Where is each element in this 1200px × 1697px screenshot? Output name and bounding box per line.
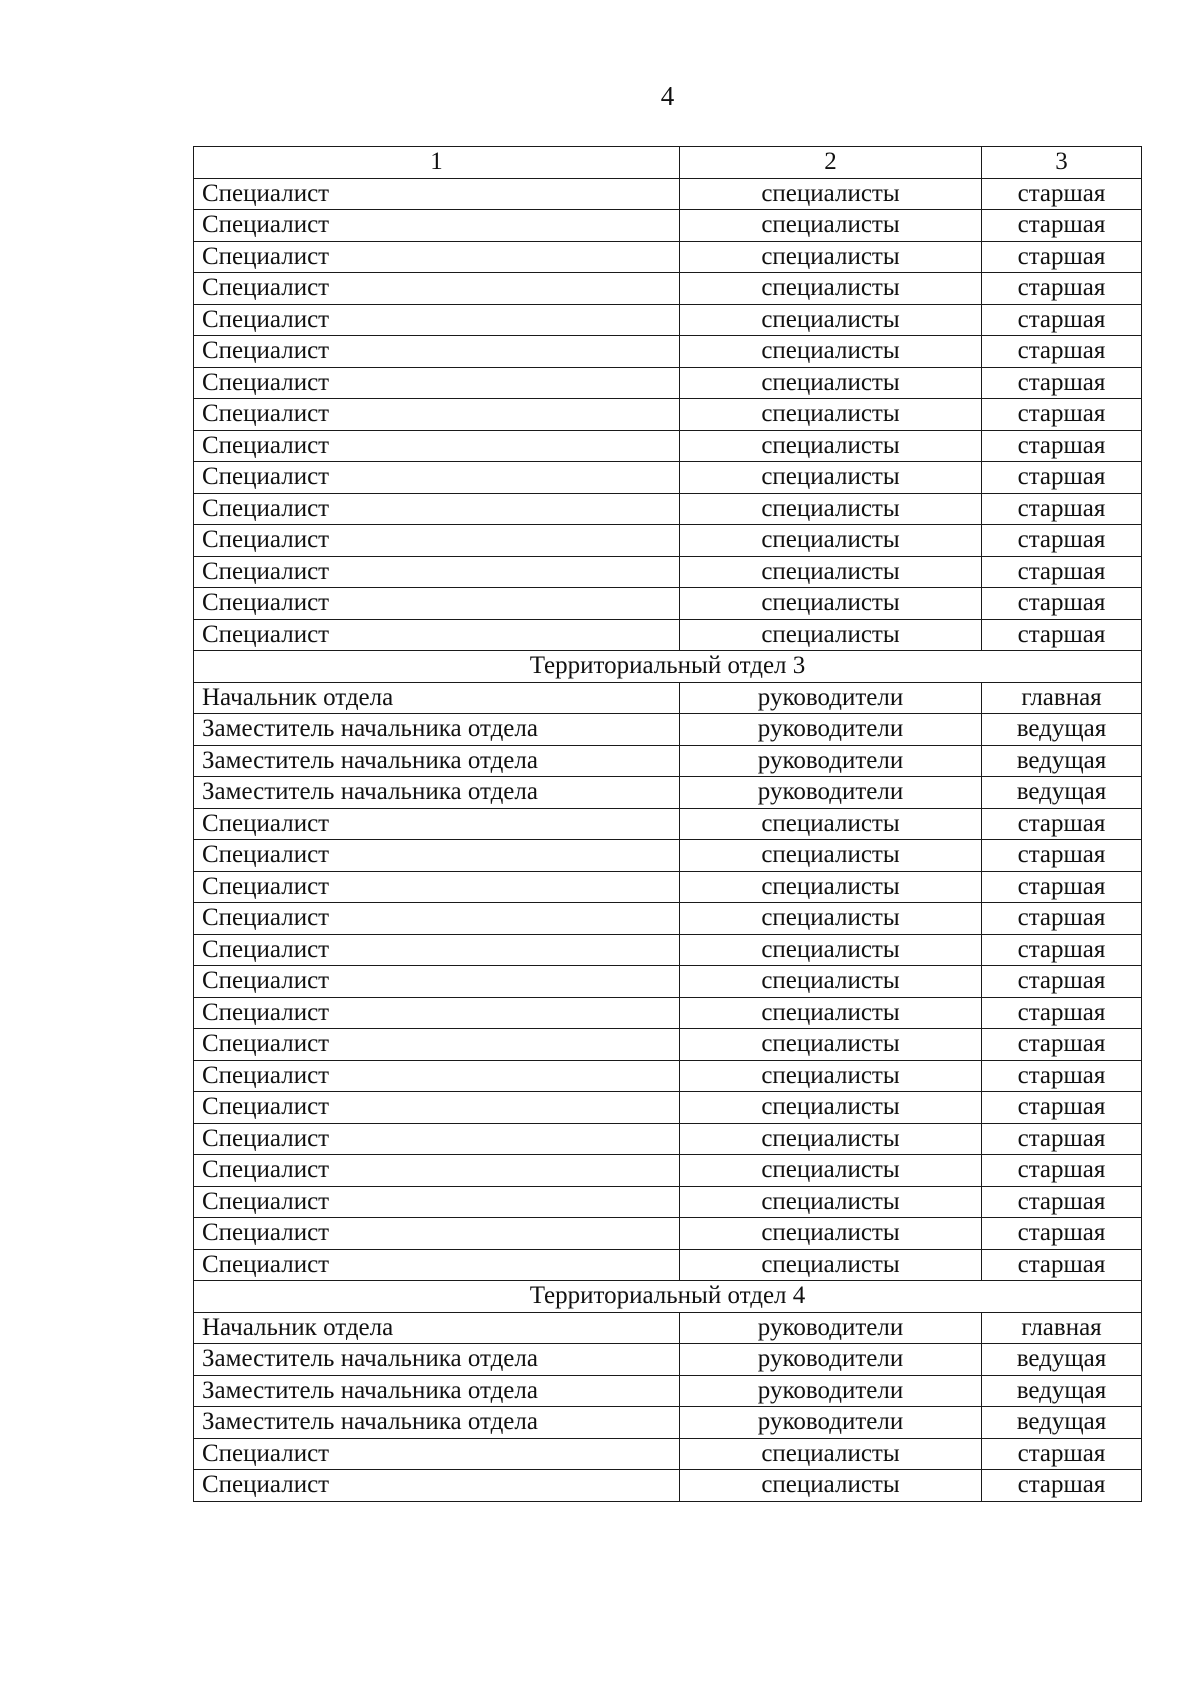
position-cell: Специалист [194, 808, 680, 840]
group-cell: старшая [982, 1092, 1142, 1124]
position-cell: Специалист [194, 273, 680, 305]
group-cell: старшая [982, 840, 1142, 872]
position-cell: Специалист [194, 1249, 680, 1281]
table-row [194, 682, 1142, 714]
table-row [194, 777, 1142, 809]
position-cell: Специалист [194, 241, 680, 273]
category-cell: специалисты [680, 525, 982, 557]
group-cell: старшая [982, 304, 1142, 336]
group-cell: старшая [982, 588, 1142, 620]
group-cell: главная [982, 682, 1142, 714]
position-cell: Специалист [194, 1186, 680, 1218]
table-row [194, 1092, 1142, 1124]
category-cell: специалисты [680, 241, 982, 273]
table-row [194, 934, 1142, 966]
table-row [194, 178, 1142, 210]
group-cell: старшая [982, 493, 1142, 525]
table-row [194, 430, 1142, 462]
position-cell: Специалист [194, 903, 680, 935]
category-cell: специалисты [680, 1470, 982, 1502]
group-cell: старшая [982, 934, 1142, 966]
table-row [194, 1375, 1142, 1407]
position-cell: Специалист [194, 1438, 680, 1470]
group-cell: старшая [982, 966, 1142, 998]
category-cell: специалисты [680, 997, 982, 1029]
position-cell: Специалист [194, 210, 680, 242]
category-cell: специалисты [680, 1438, 982, 1470]
table-row [194, 1155, 1142, 1187]
group-cell: ведущая [982, 777, 1142, 809]
positions-table [193, 146, 1142, 1502]
table-row [194, 1218, 1142, 1250]
position-cell: Заместитель начальника отдела [194, 1344, 680, 1376]
group-cell: старшая [982, 178, 1142, 210]
position-cell: Специалист [194, 1029, 680, 1061]
group-cell: старшая [982, 399, 1142, 431]
position-cell: Специалист [194, 462, 680, 494]
table-row [194, 1249, 1142, 1281]
group-cell: старшая [982, 871, 1142, 903]
category-cell: специалисты [680, 1092, 982, 1124]
table-row [194, 1060, 1142, 1092]
group-cell: старшая [982, 1155, 1142, 1187]
category-cell: специалисты [680, 273, 982, 305]
group-cell: старшая [982, 1438, 1142, 1470]
group-cell: старшая [982, 462, 1142, 494]
position-cell: Специалист [194, 178, 680, 210]
category-cell: специалисты [680, 1060, 982, 1092]
position-cell: Специалист [194, 619, 680, 651]
category-cell: специалисты [680, 1155, 982, 1187]
group-cell: старшая [982, 525, 1142, 557]
category-cell: специалисты [680, 304, 982, 336]
position-cell: Специалист [194, 997, 680, 1029]
position-cell: Заместитель начальника отдела [194, 745, 680, 777]
header-col-1: 1 [194, 147, 680, 179]
position-cell: Специалист [194, 525, 680, 557]
section-title: Территориальный отдел 4 [194, 1281, 1142, 1313]
section-title: Территориальный отдел 3 [194, 651, 1142, 683]
category-cell: специалисты [680, 1029, 982, 1061]
category-cell: руководители [680, 1407, 982, 1439]
position-cell: Специалист [194, 336, 680, 368]
table-row [194, 871, 1142, 903]
category-cell: специалисты [680, 966, 982, 998]
table-row [194, 304, 1142, 336]
category-cell: руководители [680, 1344, 982, 1376]
group-cell: ведущая [982, 1375, 1142, 1407]
group-cell: старшая [982, 619, 1142, 651]
category-cell: специалисты [680, 367, 982, 399]
group-cell: старшая [982, 1186, 1142, 1218]
table-row [194, 619, 1142, 651]
table-row [194, 399, 1142, 431]
position-cell: Начальник отдела [194, 682, 680, 714]
category-cell: специалисты [680, 934, 982, 966]
position-cell: Начальник отдела [194, 1312, 680, 1344]
table-row [194, 1470, 1142, 1502]
position-cell: Специалист [194, 430, 680, 462]
position-cell: Специалист [194, 966, 680, 998]
table-row [194, 210, 1142, 242]
position-cell: Специалист [194, 304, 680, 336]
page-number: 4 [660, 81, 675, 111]
category-cell: специалисты [680, 430, 982, 462]
table-row [194, 273, 1142, 305]
category-cell: специалисты [680, 588, 982, 620]
position-cell: Заместитель начальника отдела [194, 777, 680, 809]
group-cell: главная [982, 1312, 1142, 1344]
position-cell: Специалист [194, 1123, 680, 1155]
table-row [194, 808, 1142, 840]
table-row [194, 525, 1142, 557]
table-row [194, 1123, 1142, 1155]
group-cell: старшая [982, 1060, 1142, 1092]
position-cell: Специалист [194, 1218, 680, 1250]
position-cell: Специалист [194, 1155, 680, 1187]
header-col-3: 3 [982, 147, 1142, 179]
position-cell: Специалист [194, 493, 680, 525]
position-cell: Специалист [194, 840, 680, 872]
table-row [194, 241, 1142, 273]
category-cell: специалисты [680, 178, 982, 210]
position-cell: Заместитель начальника отдела [194, 714, 680, 746]
header-col-2: 2 [680, 147, 982, 179]
group-cell: старшая [982, 1249, 1142, 1281]
group-cell: старшая [982, 1029, 1142, 1061]
table-body [194, 147, 1142, 1502]
position-cell: Заместитель начальника отдела [194, 1375, 680, 1407]
position-cell: Специалист [194, 871, 680, 903]
section-header-row [194, 1281, 1142, 1313]
group-cell: старшая [982, 556, 1142, 588]
table-row [194, 997, 1142, 1029]
group-cell: старшая [982, 1123, 1142, 1155]
position-cell: Специалист [194, 556, 680, 588]
category-cell: специалисты [680, 619, 982, 651]
category-cell: специалисты [680, 336, 982, 368]
category-cell: руководители [680, 745, 982, 777]
table-row [194, 367, 1142, 399]
category-cell: руководители [680, 1312, 982, 1344]
category-cell: специалисты [680, 1249, 982, 1281]
category-cell: специалисты [680, 1218, 982, 1250]
section-header-row [194, 651, 1142, 683]
group-cell: старшая [982, 273, 1142, 305]
group-cell: старшая [982, 336, 1142, 368]
category-cell: руководители [680, 682, 982, 714]
group-cell: ведущая [982, 714, 1142, 746]
table-row [194, 462, 1142, 494]
group-cell: ведущая [982, 745, 1142, 777]
table-row [194, 840, 1142, 872]
category-cell: специалисты [680, 210, 982, 242]
table-row [194, 1312, 1142, 1344]
table-header-row [194, 147, 1142, 179]
group-cell: старшая [982, 241, 1142, 273]
group-cell: старшая [982, 210, 1142, 242]
position-cell: Специалист [194, 588, 680, 620]
category-cell: специалисты [680, 493, 982, 525]
table-row [194, 1029, 1142, 1061]
table-row [194, 966, 1142, 998]
position-cell: Специалист [194, 1060, 680, 1092]
position-cell: Специалист [194, 934, 680, 966]
category-cell: специалисты [680, 462, 982, 494]
table-row [194, 556, 1142, 588]
table-row [194, 493, 1142, 525]
table-row [194, 1344, 1142, 1376]
category-cell: руководители [680, 714, 982, 746]
table-row [194, 903, 1142, 935]
group-cell: старшая [982, 367, 1142, 399]
table-row [194, 714, 1142, 746]
category-cell: руководители [680, 777, 982, 809]
group-cell: старшая [982, 808, 1142, 840]
table-row [194, 745, 1142, 777]
category-cell: специалисты [680, 1186, 982, 1218]
category-cell: специалисты [680, 808, 982, 840]
table-row [194, 1407, 1142, 1439]
table-row [194, 1438, 1142, 1470]
category-cell: специалисты [680, 871, 982, 903]
category-cell: руководители [680, 1375, 982, 1407]
group-cell: старшая [982, 903, 1142, 935]
category-cell: специалисты [680, 903, 982, 935]
position-cell: Специалист [194, 1470, 680, 1502]
table-row [194, 336, 1142, 368]
position-cell: Заместитель начальника отдела [194, 1407, 680, 1439]
group-cell: ведущая [982, 1344, 1142, 1376]
category-cell: специалисты [680, 1123, 982, 1155]
category-cell: специалисты [680, 399, 982, 431]
group-cell: старшая [982, 1218, 1142, 1250]
group-cell: старшая [982, 1470, 1142, 1502]
group-cell: ведущая [982, 1407, 1142, 1439]
position-cell: Специалист [194, 367, 680, 399]
group-cell: старшая [982, 430, 1142, 462]
table-row [194, 588, 1142, 620]
group-cell: старшая [982, 997, 1142, 1029]
position-cell: Специалист [194, 399, 680, 431]
category-cell: специалисты [680, 556, 982, 588]
position-cell: Специалист [194, 1092, 680, 1124]
table-row [194, 1186, 1142, 1218]
category-cell: специалисты [680, 840, 982, 872]
